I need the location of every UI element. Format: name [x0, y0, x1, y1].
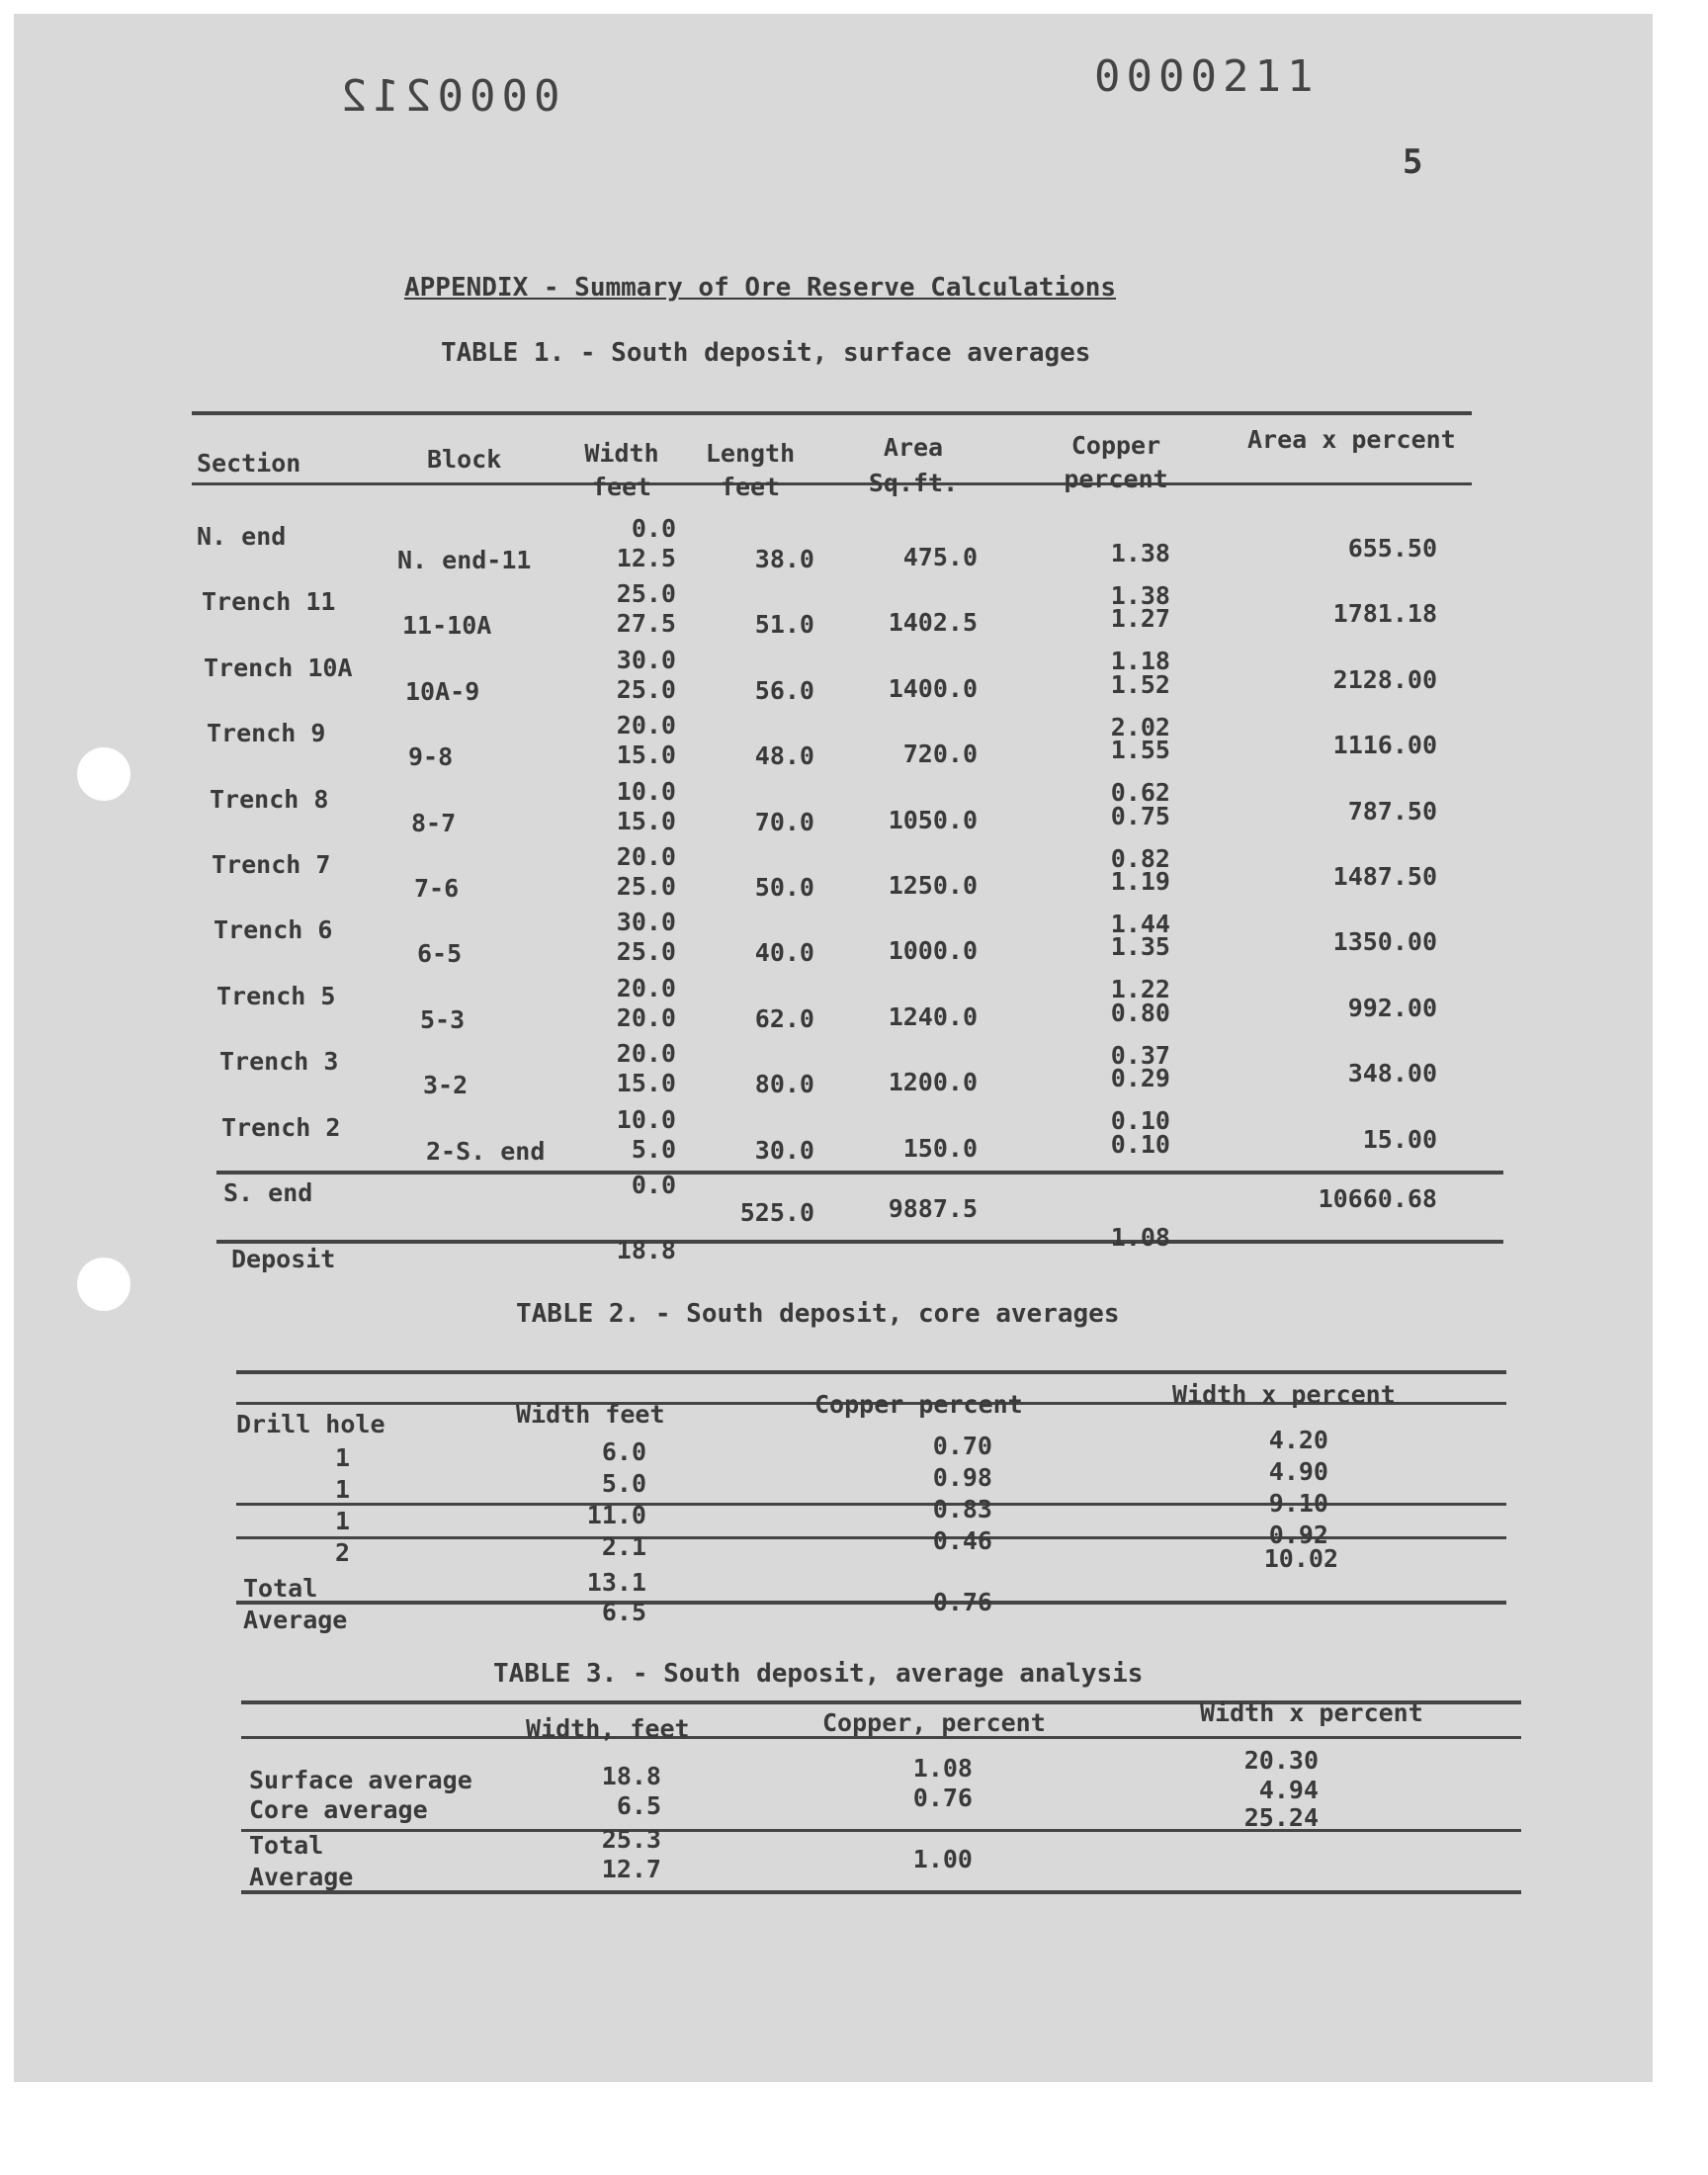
- block-width: 15.0: [616, 1069, 676, 1098]
- copper-percent: 0.46: [932, 1526, 992, 1555]
- row-label: Surface average: [249, 1766, 472, 1794]
- block-area: 720.0: [902, 740, 978, 769]
- width-x-percent: 9.10: [1268, 1489, 1328, 1518]
- block-area-x-percent: 1116.00: [1332, 731, 1437, 760]
- block-copper: 1.27: [1110, 604, 1170, 634]
- block-label: 10A-9: [405, 676, 480, 706]
- punch-hole: [77, 747, 130, 801]
- header-drill-hole: Drill hole: [236, 1410, 385, 1438]
- header-block: Block: [427, 445, 502, 474]
- width-x-percent: 4.20: [1268, 1426, 1328, 1454]
- header-width-unit: feet: [591, 473, 652, 501]
- header-length-unit: feet: [720, 473, 781, 501]
- block-length: 30.0: [754, 1135, 814, 1165]
- header-area: Area: [883, 433, 944, 462]
- block-length: 70.0: [754, 807, 814, 836]
- block-copper: 1.55: [1110, 736, 1170, 765]
- rule: [236, 1601, 1506, 1605]
- block-width: 25.0: [616, 872, 676, 901]
- block-label: N. end-11: [397, 546, 532, 574]
- block-area: 1400.0: [888, 673, 978, 703]
- section-width: 20.0: [616, 711, 676, 740]
- section-label: Trench 9: [207, 719, 326, 748]
- section-copper: 0.37: [1110, 1040, 1170, 1070]
- block-copper: 1.19: [1110, 867, 1170, 896]
- copper-percent: 0.70: [932, 1432, 992, 1460]
- block-length: 56.0: [754, 675, 814, 705]
- total-width-x-percent: 10.02: [1263, 1544, 1338, 1573]
- total-label: Total: [243, 1574, 318, 1603]
- copper-percent: 0.98: [932, 1463, 992, 1492]
- block-width: 20.0: [616, 1002, 676, 1032]
- block-label: 7-6: [414, 874, 460, 903]
- header-section: Section: [197, 449, 301, 478]
- copper-percent: 0.83: [932, 1495, 992, 1523]
- width-x-percent: 20.30: [1243, 1746, 1319, 1775]
- copper-percent: 1.08: [912, 1754, 973, 1783]
- block-area: 1250.0: [888, 871, 978, 900]
- block-length: 62.0: [754, 1003, 814, 1033]
- document-page: [14, 14, 1653, 2082]
- block-copper: 1.52: [1110, 669, 1170, 699]
- block-label: 6-5: [417, 939, 463, 969]
- section-label: Trench 10A: [204, 652, 353, 682]
- block-length: 40.0: [754, 938, 814, 968]
- section-label: N. end: [197, 522, 287, 551]
- stamp-number: 0000211: [1094, 51, 1320, 102]
- block-length: 38.0: [754, 545, 814, 573]
- block-length: 80.0: [754, 1070, 814, 1099]
- block-label: 3-2: [423, 1071, 469, 1100]
- header-width-x-percent: Width x percent: [1172, 1380, 1396, 1409]
- section-label: Trench 7: [212, 850, 331, 879]
- section-width: 10.0: [616, 776, 676, 806]
- rule: [192, 482, 1472, 485]
- block-area-x-percent: 15.00: [1362, 1124, 1437, 1154]
- rule: [241, 1890, 1521, 1894]
- header-copper: Copper: [1070, 431, 1161, 460]
- block-copper: 1.38: [1110, 539, 1170, 567]
- drill-hole: 1: [334, 1443, 350, 1472]
- average-label: Average: [243, 1606, 348, 1634]
- copper-percent: 0.76: [912, 1784, 973, 1812]
- width-feet: 6.5: [616, 1791, 661, 1820]
- average-label: Average: [249, 1863, 354, 1891]
- section-width: 20.0: [616, 842, 676, 871]
- average-copper: 1.00: [912, 1845, 973, 1873]
- total-width: 13.1: [586, 1568, 646, 1597]
- header-copper-unit: percent: [1064, 465, 1168, 493]
- width-feet: 5.0: [601, 1469, 646, 1498]
- rule: [236, 1370, 1506, 1374]
- block-length: 48.0: [754, 741, 814, 771]
- total-width-x-percent: 25.24: [1243, 1803, 1319, 1832]
- appendix-title: APPENDIX - Summary of Ore Reserve Calculations: [404, 273, 1117, 303]
- section-copper: 0.62: [1110, 778, 1170, 808]
- section-width: 10.0: [616, 1104, 676, 1134]
- section-width: 30.0: [616, 908, 676, 937]
- average-width: 12.7: [601, 1855, 661, 1883]
- block-area-x-percent: 2128.00: [1332, 664, 1437, 694]
- section-copper: 1.44: [1110, 910, 1170, 938]
- section-copper: 1.22: [1110, 975, 1170, 1004]
- section-copper: 2.02: [1110, 712, 1170, 741]
- section-label: Trench 5: [216, 981, 336, 1010]
- section-copper: 1.18: [1110, 647, 1170, 676]
- row-label: Core average: [249, 1795, 428, 1824]
- block-area-x-percent: 1487.50: [1332, 862, 1437, 891]
- block-length: 50.0: [754, 873, 814, 902]
- block-width: 12.5: [616, 544, 676, 572]
- block-area: 1000.0: [888, 936, 978, 966]
- total-label: Total: [249, 1831, 324, 1860]
- block-label: 5-3: [420, 1004, 466, 1034]
- block-area-x-percent: 1781.18: [1332, 599, 1437, 629]
- section-label: Trench 6: [214, 915, 333, 945]
- block-area: 1240.0: [888, 1001, 978, 1031]
- section-width: 0.0: [631, 514, 676, 543]
- block-area: 475.0: [902, 543, 978, 571]
- block-width: 15.0: [616, 806, 676, 835]
- section-copper: 0.10: [1110, 1106, 1170, 1136]
- block-area-x-percent: 348.00: [1347, 1059, 1437, 1088]
- header-width-x-percent: Width x percent: [1200, 1698, 1423, 1727]
- block-copper: 0.75: [1110, 801, 1170, 830]
- total-area: 9887.5: [888, 1194, 978, 1223]
- width-x-percent: 0.92: [1268, 1521, 1328, 1549]
- header-area-x-percent: Area x percent: [1247, 425, 1456, 454]
- header-area-unit: Sq.ft.: [868, 469, 959, 497]
- section-copper: 1.38: [1110, 581, 1170, 610]
- block-area: 1050.0: [888, 805, 978, 834]
- table2-caption: TABLE 2. - South deposit, core averages: [516, 1299, 1120, 1329]
- section-width: 20.0: [616, 973, 676, 1002]
- block-area-x-percent: 992.00: [1347, 993, 1437, 1022]
- block-length: 51.0: [754, 610, 814, 640]
- section-copper: 0.82: [1110, 843, 1170, 873]
- page-number: 5: [1403, 142, 1423, 182]
- header-width: Width, feet: [526, 1714, 690, 1743]
- block-area: 150.0: [902, 1133, 978, 1163]
- block-width: 25.0: [616, 937, 676, 967]
- section-label: S. end: [223, 1178, 313, 1207]
- block-area: 1402.5: [888, 608, 978, 638]
- header-length: Length: [705, 439, 796, 468]
- section-label: Trench 2: [221, 1112, 341, 1142]
- average-copper: 0.76: [932, 1588, 992, 1616]
- block-area-x-percent: 655.50: [1347, 534, 1437, 563]
- block-width: 25.0: [616, 674, 676, 704]
- drill-hole: 1: [334, 1507, 350, 1535]
- block-label: 9-8: [408, 742, 454, 772]
- block-width: 15.0: [616, 740, 676, 770]
- section-label: Trench 11: [202, 587, 336, 617]
- mirrored-stamp-number: 0000212: [335, 71, 560, 122]
- width-feet: 6.0: [601, 1437, 646, 1466]
- block-label: 8-7: [411, 808, 457, 837]
- width-x-percent: 4.90: [1268, 1457, 1328, 1486]
- rule: [241, 1829, 1521, 1832]
- header-copper: Copper, percent: [822, 1708, 1046, 1737]
- header-copper: Copper percent: [814, 1390, 1023, 1419]
- block-copper: 0.80: [1110, 998, 1170, 1027]
- total-length: 525.0: [739, 1198, 814, 1227]
- table3-caption: TABLE 3. - South deposit, average analysis: [493, 1659, 1144, 1689]
- rule: [192, 411, 1472, 415]
- block-area: 1200.0: [888, 1068, 978, 1097]
- block-label: 11-10A: [402, 611, 492, 641]
- width-x-percent: 4.94: [1258, 1776, 1319, 1804]
- block-width: 5.0: [631, 1134, 676, 1164]
- section-width: 30.0: [616, 645, 676, 674]
- deposit-copper: 1.08: [1110, 1223, 1170, 1252]
- block-area-x-percent: 787.50: [1347, 796, 1437, 826]
- deposit-width: 18.8: [616, 1236, 676, 1264]
- block-copper: 0.10: [1110, 1129, 1170, 1159]
- section-width: 25.0: [616, 579, 676, 609]
- section-label: Trench 3: [219, 1047, 339, 1077]
- rule: [216, 1240, 1503, 1244]
- table1-caption: TABLE 1. - South deposit, surface averages: [441, 338, 1091, 368]
- average-width: 6.5: [601, 1598, 646, 1626]
- section-width: 20.0: [616, 1039, 676, 1069]
- drill-hole: 2: [334, 1538, 350, 1567]
- header-width: Width feet: [516, 1400, 665, 1429]
- width-feet: 18.8: [601, 1762, 661, 1790]
- header-width: Width: [584, 439, 659, 468]
- block-area-x-percent: 1350.00: [1332, 927, 1437, 957]
- section-width: 0.0: [631, 1171, 676, 1199]
- total-area-x-percent: 10660.68: [1318, 1184, 1437, 1213]
- block-copper: 1.35: [1110, 932, 1170, 962]
- total-width: 25.3: [601, 1825, 661, 1854]
- rule: [216, 1171, 1503, 1174]
- block-copper: 0.29: [1110, 1064, 1170, 1093]
- block-label: 2-S. end: [426, 1136, 546, 1166]
- width-feet: 11.0: [586, 1501, 646, 1529]
- block-width: 27.5: [616, 609, 676, 639]
- width-feet: 2.1: [601, 1532, 646, 1561]
- deposit-label: Deposit: [231, 1245, 336, 1273]
- section-label: Trench 8: [210, 784, 329, 814]
- punch-hole: [77, 1258, 130, 1311]
- drill-hole: 1: [334, 1475, 350, 1504]
